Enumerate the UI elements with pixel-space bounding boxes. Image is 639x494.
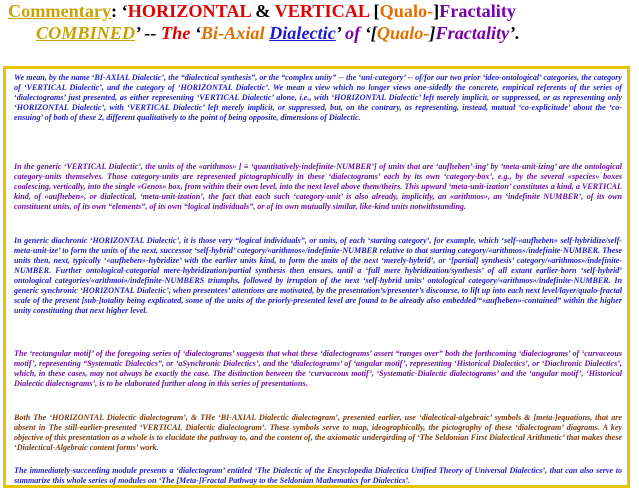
paragraph-vertical-dialectic: In the generic ‘VERTICAL Dialectic’, the units of the «arithmos» [ ≡ ‘quantitatively-indefinite-NUMBER’] of units that are ‘aufheben’-ing’ by ‘meta-unit-izing’ are the ontological category-units themselves. Those category-units are represented pictographically in these ‘dialectograms’ each by its own ‘category-box’, e.g., by the several «species» boxes coalescing, vertically, into the single «Genos» box, from within their own level, into the next level above them/theirs. This upward ‘meta-unit-ization’ constitutes a kind, a VERTICAL kind, of «aufheben», or dialectical, ‘meta-unit-ization’, the fact that each such ‘category-unit’ is also already, implicitly, an «arithmos», an ‘indefinite NUMBER’, of its own constituent units, of its own “elements”, of its own “logical individuals”, or of its own mutually similar, like-kind units notwithstanding. — [14, 162, 622, 211]
header-segment: ] — [429, 23, 436, 43]
paragraph-bi-axial-definition: We mean, by the name ‘BI-AXIAL Dialectic’, the “dialectical synthesis”, or the “complex unity” -- the ‘uni-category’ -- of/for our two prior ‘ideo-ontological’ categories, the category of ‘VERTICAL Dialectic’, and the category of ‘HORIZONTAL Dialectic’. We mean a view which no longer views one-sidedly the concrete, empirical referents of the series of ‘dialectograms’ just presented, as either representing ‘VERTICAL Dialectic’ alone, i.e., with ‘HORIZONTAL Dialectic’ left merely implicit, or suppressed, or as representing only ‘HORIZONTAL Dialectic’, with ‘VERTICAL Dialectic’ left merely implicit, or suppressed, but, on the contrary, as representing, instead, mutual ‘co-explicitude’ about the ‘co-ensuing’ of both of these 2, different qualitatively to the point of being opposite, dimensions of Dialectic. — [14, 73, 622, 122]
header-segment: ’ — [335, 23, 346, 43]
header-segment: ‘[ — [360, 23, 377, 43]
header-segment: Dialectic — [269, 23, 336, 43]
header-line-2 — [8, 22, 631, 44]
header-segment: & — [250, 1, 275, 21]
header-segment: Commentary — [8, 1, 112, 21]
paragraph-rectangular-motif: The ‘rectangular motif’ of the foregoing series of ‘dialectograms’ suggests that what these ‘dialectograms’ assert “ranges over” both the forthcoming ‘dialectograms’ of ‘curvaceous motif’, representing “Systematic Dialectics”, or ‘aSynchronic Dialectics’, and the ‘dialectograms’ of ‘angular motif’, representing ‘Historical Dialectics’, or ‘Diachronic Dialectics’, which, in these cases, may not always be exactly the case. The distinction between the ‘curvaceous motif’, ‘Systematic-Dialectic dialectograms’ and the ‘angular motif’, ‘Historical Dialectic dialectograms’, is to be elaborated further along in this series of presentations. — [14, 349, 622, 388]
header-segment: Qualo- — [376, 23, 430, 43]
header-segment: ‘ — [190, 23, 201, 43]
header-segment: : ‘ — [111, 1, 128, 21]
paragraph-next-module: The immediately-succeeding module presents a ‘dialectogram’ entitled ‘The Dialectic of the Encyclopedia Dialectica Unified Theory of Universal Dialectics’, that can also serve to summarize this whole series of modules on ‘The [Meta-]Fractal Pathway to the Seldonian Mathematics for Dialectics’. — [14, 466, 622, 485]
header-segment: The — [160, 23, 191, 43]
header-segment: [ — [368, 1, 380, 21]
paragraph-horizontal-dialectic: In generic diachronic ‘HORIZONTAL Dialectic’, it is those very “logical individuals”, or units, of each ‘starting category’, for example, which ‘self-«aufheben» self-hybridize/self-meta-unit-ize’ to form the units of the next, successor ‘self-hybrid’ category/«arithmos»/indefinite-NUMBER relative to that starting category/«arithmos»/indefinite-NUMBER. These units then, next, typically ‘«aufheben»-hybridize’ with the earlier units kind, to form the units of the next ‘merely-hybrid’, or ‘[partial] synthesis’ category/«arithmos»/indefinite-NUMBER. Further ontological-categorial mere-hybridization/partial synthesis then ensues, until a ‘full mere hybridization/synthesis’ of all extant earlier-born ‘self-hybrid’ ontological categories/«arithmoi»/indefinite-NUMBERS triumphs, followed by irruption of the next ‘self-hybrid units’ ontological category/«arithmos»/indefinite-NUMBER. In generic synchronic ‘HORIZONTAL Dialectic’, when presentees’ attentions are motivated, by the presentation’s/presenter’s discourse, to lift up into each next level/layer/qualo-fractal scale of the present [sub-]totality being explicated, some of the units of the priorly-presented level are found to be already also embedded/“«aufheben»-contained” within the higher unity constituting that next higher level. — [14, 236, 622, 315]
header-segment: ’ -- — [135, 23, 161, 43]
header-segment: COMBINED — [36, 23, 136, 43]
header-segment: VERTICAL — [274, 1, 369, 21]
header-line-1 — [8, 0, 631, 22]
header-segment: HORIZONTAL — [127, 1, 251, 21]
header-segment: Fractality — [435, 23, 510, 43]
page-header — [8, 0, 631, 66]
header-segment: of — [345, 23, 361, 43]
header-segment: Fractality — [439, 1, 516, 21]
header-segment: Qualo- — [379, 1, 434, 21]
header-segment: ’. — [509, 23, 520, 43]
paragraph-dialectogram-symbols: Both The ‘HORIZONTAL Dialectic dialectogram’, & THe ‘BI-AXIAL Dialectic dialectogram’, presented earlier, use ‘dialectical-algebraic’ symbols & [meta-]equations, that are absent in The still-earlier-presented ‘VERTICAL Dialectic dialectogram’. These symbols serve to map, ideographically, the pictography of these ‘dialectogram’ diagrams. A key objective of this presentation as a whole is to elucidate the pathway to, and the content of, the axiomatic undergirding of ‘The Seldonian First Dialectical Arithmetic’ that makes these ‘Dialectical-Algebraic content forms’ work. — [14, 413, 622, 452]
header-segment: ] — [433, 1, 440, 21]
commentary-frame — [3, 66, 630, 488]
header-segment: Bi-Axial — [200, 23, 265, 43]
